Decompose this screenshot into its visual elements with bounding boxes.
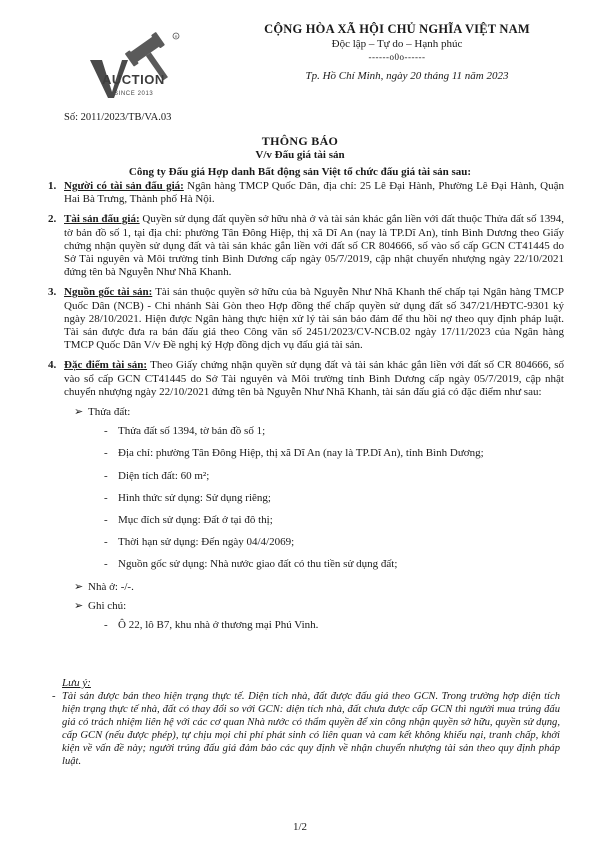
land-detail-text: Mục đích sử dụng: Đất ở tại đô thị; (118, 514, 273, 527)
list-item (48, 359, 564, 399)
dash-bullet: - (104, 425, 108, 438)
dash-bullet: - (104, 619, 108, 632)
land-detail (48, 470, 564, 483)
house-line (48, 581, 564, 594)
arrow-bullet-icon: ➢ (74, 599, 84, 612)
notes-heading-text: Ghi chú: (88, 599, 127, 612)
list-item (48, 213, 564, 279)
logo-wordmark: AUCTION (102, 72, 165, 87)
land-detail-text: Nguồn gốc sử dụng: Nhà nước giao đất có thu tiền sử dụng đất; (118, 558, 398, 571)
remark-text (52, 690, 560, 769)
land-detail (48, 514, 564, 527)
dash-bullet: - (104, 536, 108, 549)
item-text: Theo Giấy chứng nhận quyền sử dụng đất và tài sản khác gắn liền với đất số CR 804666, số vào sổ cấp GCN CT41445 do Sở Tài nguyên và Môi trường tỉnh Bình Dương cấp ngày 05/7/2019, cập nhật chuyển nhượng ngày 22/10/2021 đứng tên bà Nguyễn Như Nhã Khanh, tài sản đấu giá có đặc điểm như sau: (64, 359, 564, 398)
item-number: 4. (48, 359, 57, 372)
national-heading: CỘNG HÒA XÃ HỘI CHỦ NGHĨA VIỆT NAM (264, 22, 530, 36)
notes-heading (48, 600, 564, 613)
dash-bullet: - (104, 447, 108, 460)
land-detail-text: Thời hạn sử dụng: Đến ngày 04/4/2069; (118, 536, 295, 549)
document-number: Số: 2011/2023/TB/VA.03 (64, 112, 172, 123)
land-heading (48, 406, 564, 419)
land-detail-text: Địa chỉ: phường Tân Đông Hiệp, thị xã Dĩ An (nay là TP.Dĩ An), tỉnh Bình Dương; (118, 447, 484, 460)
item-number: 2. (48, 213, 57, 226)
note-detail-text: Ô 22, lô B7, khu nhà ở thương mại Phú Vinh. (118, 619, 319, 632)
house-text: Nhà ở: -/-. (88, 580, 134, 593)
note-detail (48, 619, 564, 632)
page-number: 1/2 (292, 821, 308, 833)
item-label: Người có tài sản đấu giá: (64, 180, 184, 192)
arrow-bullet-icon: ➢ (74, 406, 84, 419)
land-detail (48, 447, 564, 460)
document-title: THÔNG BÁO (261, 134, 339, 148)
dash-bullet: - (104, 558, 108, 571)
list-item (48, 286, 564, 352)
item-text: Ngân hàng TMCP Quốc Dân, địa chỉ: 25 Lê Đại Hành, Phường Lê Đại Hành, Quận Hai Bà Trưng, Thành phố Hà Nội. (64, 180, 564, 206)
list-item (48, 180, 564, 206)
header-divider: ------o0o------ (368, 52, 426, 62)
dash-bullet: - (104, 491, 108, 504)
document-subtitle: V/v Đấu giá tài sản (255, 149, 345, 161)
company-logo (88, 30, 184, 100)
dash-bullet: - (104, 469, 108, 482)
arrow-bullet-icon: ➢ (74, 580, 84, 593)
item-text: Quyền sử dụng đất quyền sở hữu nhà ở và tài sản khác gắn liền với đất thuộc Thửa đất số 1394, tờ bản đồ số 1, tại địa chỉ: phường Tân Đông Hiệp, thị xã Dĩ An (nay là TP.Dĩ An), tỉnh Bình Dương theo Giấy chứng nhận quyền sử dụng đất và tài sản khác gắn liền với đất số CR 804666, số vào sổ cấp GCN CT41445 do Sở Tài nguyên và Môi trường tỉnh Bình Dương cấp ngày 05/7/2019, cập nhật chuyển nhượng ngày 22/10/2021 đứng tên bà Nguyễn Như Nhã Khanh. (64, 213, 565, 279)
dash-bullet: - (52, 691, 56, 702)
national-motto: Độc lập – Tự do – Hạnh phúc (331, 38, 463, 50)
item-number: 3. (48, 286, 57, 299)
land-detail-text: Hình thức sử dụng: Sử dụng riêng; (118, 491, 271, 504)
place-date: Tp. Hồ Chí Minh, ngày 20 tháng 11 năm 2023 (305, 70, 509, 82)
logo-since: SINCE 2013 (114, 91, 154, 97)
item-number: 1. (48, 180, 57, 192)
item-label: Tài sản đấu giá: (64, 213, 140, 226)
land-heading-text: Thửa đất: (88, 406, 131, 419)
land-detail (48, 536, 564, 549)
intro-line: Công ty Đấu giá Hợp danh Bất động sản Việt tổ chức đấu giá tài sản sau: (128, 166, 472, 178)
land-detail-text: Thửa đất số 1394, tờ bản đồ số 1; (118, 425, 266, 438)
land-detail (48, 558, 564, 571)
item-text: Tài sản thuộc quyền sở hữu của bà Nguyễn Như Nhã Khanh thế chấp tại Ngân hàng TMCP Quốc Dân (NCB) - Chi nhánh Sài Gòn theo Hợp đồng thế chấp quyền sử dụng đất số 347/21/HĐTC-9301 ký ngày 28/10/2021. Hiện được Ngân hàng thực hiện xử lý tài sản bảo đảm để thu hồi nợ theo quy định pháp luật. Tài sản được đưa ra bán đấu giá theo Công văn số 2451/2023/CV-NCB.02 ngày 17/11/2023 của Ngân hàng TMCP Quốc Dân V/v Đề nghị ký Hợp đồng dịch vụ đấu giá tài sản. (64, 286, 564, 352)
dash-bullet: - (104, 514, 108, 527)
notice-body (48, 180, 564, 641)
item-label: Đặc điểm tài sản: (64, 359, 148, 372)
item-label: Nguồn gốc tài sản: (64, 286, 153, 299)
land-detail (48, 425, 564, 438)
land-detail-text: Diện tích đất: 60 m²; (118, 469, 210, 482)
remark-paragraph: Tài sản được bán theo hiện trạng thực tế. Diện tích nhà, đất được đấu giá theo GCN. Trong trường hợp diện tích hiện trạng thực tế nhà, đất có thay đổi so với GCN: diện tích nhà, đất chưa được cấp GCN thì người mua trúng đấu giá có trách nhiệm liên hệ với các cơ quan Nhà nước có thẩm quyền để xin công nhận quyền sở hữu, quyền sử dụng, cấp GCN (nếu được phép), tự chịu mọi chi phí phát sinh có liên quan và cam kết không khiếu nại, tranh chấp, khởi kiện về vấn đề này; người trúng đấu giá đảm bảo các quy định về nhận chuyển nhượng tài sản theo quy định pháp luật. (62, 691, 560, 768)
svg-text:R: R (174, 33, 178, 39)
land-detail (48, 492, 564, 505)
remark-label: Lưu ý: (62, 677, 91, 689)
